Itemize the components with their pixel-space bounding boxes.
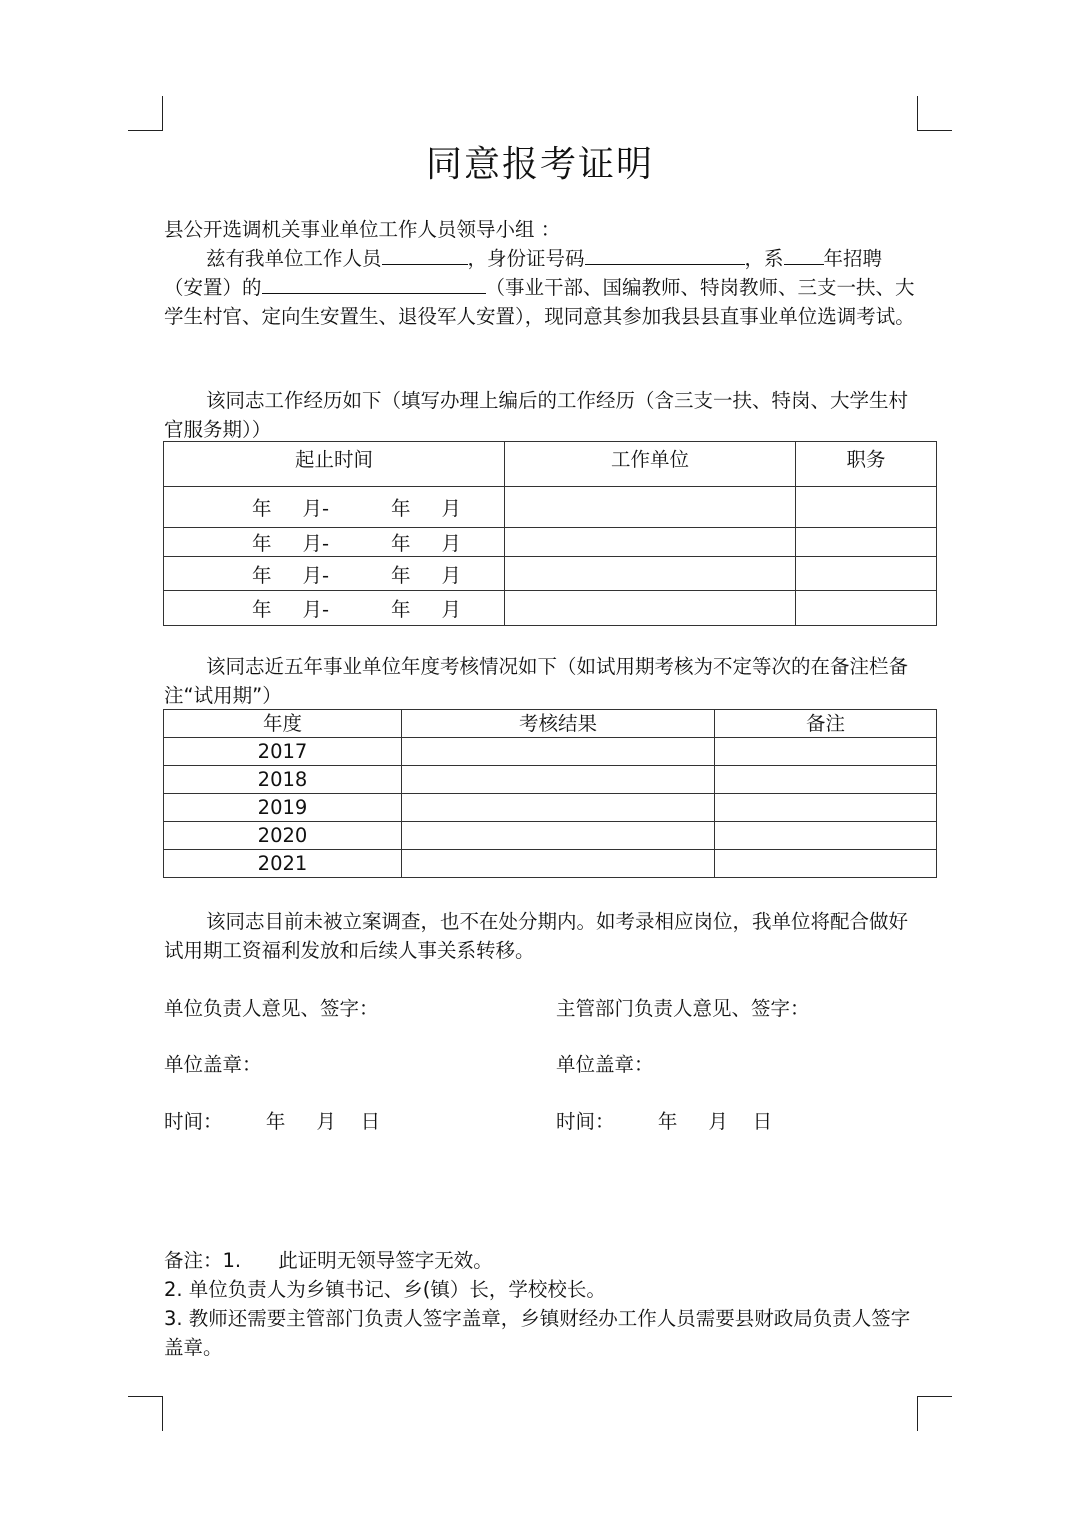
work-unit-cell[interactable] xyxy=(505,557,796,591)
note-1: 备注：1. 此证明无领导签字无效。 xyxy=(164,1249,493,1272)
position-cell[interactable] xyxy=(796,487,937,528)
work-unit-cell[interactable] xyxy=(505,487,796,528)
dept-head-opinion-label: 主管部门负责人意见、签字： xyxy=(556,997,810,1020)
note-2: 2. 单位负责人为乡镇书记、乡(镇）长，学校校长。 xyxy=(164,1278,606,1301)
position-cell[interactable] xyxy=(796,591,937,626)
year-cell: 2019 xyxy=(164,794,402,822)
unit-seal-label-right: 单位盖章： xyxy=(556,1053,654,1076)
period-cell[interactable]: 年 月- 年 月 xyxy=(164,591,505,626)
period-cell[interactable]: 年 月- 年 月 xyxy=(164,528,505,557)
result-cell[interactable] xyxy=(402,766,715,794)
table-row xyxy=(164,794,937,822)
table-row xyxy=(164,557,937,591)
intro-part-3: ，系 xyxy=(744,247,784,270)
remark-cell[interactable] xyxy=(715,794,937,822)
period-cell[interactable]: 年 月- 年 月 xyxy=(164,557,505,591)
recruitment-type-blank[interactable] xyxy=(262,273,486,294)
table-row xyxy=(164,822,937,850)
date-line-left: 时间： 年 月 日 xyxy=(164,1110,381,1133)
table-row xyxy=(164,528,937,557)
document-title: 同意报考证明 xyxy=(425,144,654,185)
position-cell[interactable] xyxy=(796,528,937,557)
work-unit-cell[interactable] xyxy=(505,528,796,557)
table-row xyxy=(164,738,937,766)
work-unit-cell[interactable] xyxy=(505,591,796,626)
header-position: 职务 xyxy=(796,442,937,487)
position-cell[interactable] xyxy=(796,557,937,591)
remark-cell[interactable] xyxy=(715,822,937,850)
assessment-table xyxy=(163,709,937,878)
date-line-right: 时间： 年 月 日 xyxy=(556,1110,773,1133)
header-period: 起止时间 xyxy=(164,442,505,487)
addressee: 县公开选调机关事业单位工作人员领导小组 ： xyxy=(164,218,561,241)
year-cell: 2020 xyxy=(164,822,402,850)
result-cell[interactable] xyxy=(402,822,715,850)
header-year: 年度 xyxy=(164,710,402,738)
intro-part-2: ，身份证号码 xyxy=(467,247,585,270)
intro-part-4: 年招聘（安置）的 xyxy=(164,247,883,299)
intro-part-5: （事业干部、国编教师、特岗教师、三支一扶、大学生村官、定向生安置生、退役军人安置），现同意其参加我县县直事业单位选调考试。 xyxy=(164,276,915,328)
header-result: 考核结果 xyxy=(402,710,715,738)
result-cell[interactable] xyxy=(402,794,715,822)
table-row xyxy=(164,487,937,528)
unit-seal-label-left: 单位盖章： xyxy=(164,1053,262,1076)
note-3: 3. 教师还需要主管部门负责人签字盖章，乡镇财经办工作人员需要县财政局负责人签字盖章。 xyxy=(164,1307,911,1359)
crop-mark-top-right xyxy=(917,96,952,131)
assessment-intro: 该同志近五年事业单位年度考核情况如下（如试用期考核为不定等次的在备注栏备注“试用期”） xyxy=(164,655,909,707)
year-cell: 2018 xyxy=(164,766,402,794)
table-row xyxy=(164,591,937,626)
work-history-table xyxy=(163,441,937,626)
id-number-blank[interactable] xyxy=(585,244,745,265)
intro-part-1: 兹有我单位工作人员 xyxy=(206,247,382,270)
table-header-row xyxy=(164,442,937,487)
work-history-intro: 该同志工作经历如下（填写办理上编后的工作经历（含三支一扶、特岗、大学生村官服务期）） xyxy=(164,389,909,441)
table-header-row xyxy=(164,710,937,738)
header-remark: 备注 xyxy=(715,710,937,738)
remark-cell[interactable] xyxy=(715,738,937,766)
table-row xyxy=(164,850,937,878)
header-work-unit: 工作单位 xyxy=(505,442,796,487)
year-cell: 2017 xyxy=(164,738,402,766)
intro-paragraph xyxy=(164,244,919,331)
crop-mark-bottom-right xyxy=(917,1396,952,1431)
result-cell[interactable] xyxy=(402,850,715,878)
statement-paragraph: 该同志目前未被立案调查，也不在处分期内。如考录相应岗位，我单位将配合做好试用期工资福利发放和后续人事关系转移。 xyxy=(164,910,909,962)
year-blank[interactable] xyxy=(784,244,824,265)
table-row xyxy=(164,766,937,794)
crop-mark-top-left xyxy=(128,96,163,131)
remark-cell[interactable] xyxy=(715,766,937,794)
result-cell[interactable] xyxy=(402,738,715,766)
crop-mark-bottom-left xyxy=(128,1396,163,1431)
name-blank[interactable] xyxy=(382,244,468,265)
remark-cell[interactable] xyxy=(715,850,937,878)
unit-head-opinion-label: 单位负责人意见、签字： xyxy=(164,997,379,1020)
period-cell[interactable]: 年 月- 年 月 xyxy=(164,487,505,528)
year-cell: 2021 xyxy=(164,850,402,878)
